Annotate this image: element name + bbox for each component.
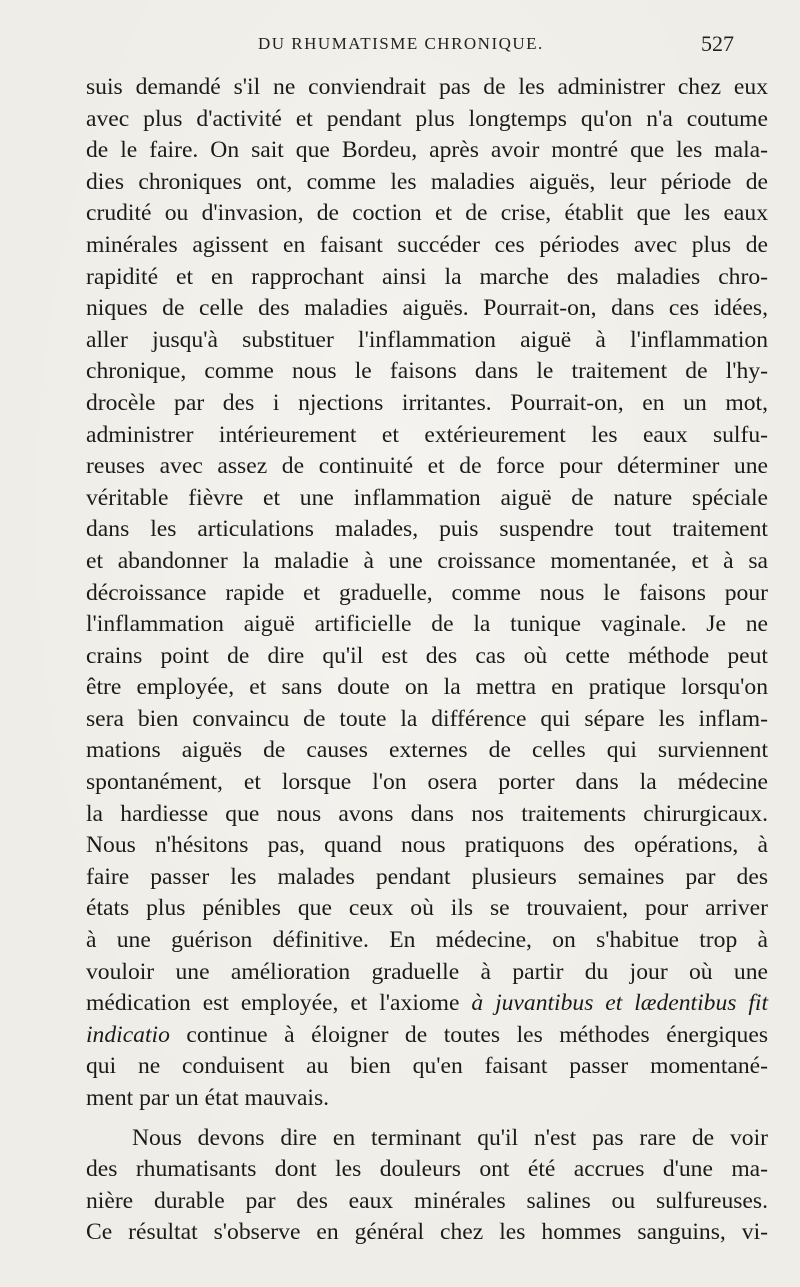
text-line: reuses avec assez de continuité et de force pour déterminer une: [86, 453, 768, 480]
text-line: vouloir une amélioration graduelle à partir du jour où une: [86, 958, 768, 985]
text-line: et abandonner la maladie à une croissance momentanée, et à sa: [86, 547, 768, 574]
text-line: minérales agissent en faisant succéder ces périodes avec plus de: [86, 231, 768, 258]
text-line: administrer intérieurement et extérieurement les eaux sulfu-: [86, 421, 768, 448]
paragraph-start-line: Nous devons dire en terminant qu'il n'est pas rare de voir: [132, 1124, 768, 1151]
paragraph-end-line: ment par un état mauvais.: [86, 1085, 330, 1111]
text-line: crains point de dire qu'il est des cas où cette méthode peut: [86, 642, 768, 669]
text-line: rapidité et en rapprochant ainsi la marche des maladies chro-: [86, 263, 768, 290]
text-line: avec plus d'activité et pendant plus longtemps qu'on n'a coutume: [86, 105, 768, 132]
text-line: drocèle par des i njections irritantes. Pourrait-on, en un mot,: [86, 389, 768, 416]
text-line: véritable fièvre et une inflammation aiguë de nature spéciale: [86, 484, 768, 511]
text-line: chronique, comme nous le faisons dans le traitement de l'hy-: [86, 358, 768, 385]
text-line: à une guérison définitive. En médecine, on s'habitue trop à: [86, 927, 768, 954]
text-line: spontanément, et lorsque l'on osera porter dans la médecine: [86, 769, 768, 796]
text-line: l'inflammation aiguë artificielle de la tunique vaginale. Je ne: [86, 611, 768, 638]
text-line: [86, 1020, 768, 1052]
text-fragment: continue à éloigner de toutes les méthodes énergiques: [169, 1021, 768, 1048]
latin-phrase: indicatio: [86, 1021, 170, 1048]
latin-phrase: à juvantibus et lædentibus fit: [471, 990, 768, 1017]
text-line: qui ne conduisent au bien qu'en faisant passer momentané-: [86, 1053, 768, 1080]
text-line: Nous n'hésitons pas, quand nous pratiquons des opérations, à: [86, 832, 768, 859]
page-number: 527: [701, 31, 734, 56]
text-line: dies chroniques ont, comme les maladies aiguës, leur période de: [86, 168, 768, 195]
text-line: nière durable par des eaux minérales salines ou sulfureuses.: [86, 1187, 768, 1214]
text-line: décroissance rapide et graduelle, comme nous le faisons pour: [86, 579, 768, 606]
body-text: [86, 72, 768, 1249]
text-line: faire passer les malades pendant plusieurs semaines par des: [86, 863, 768, 890]
text-line: aller jusqu'à substituer l'inflammation aiguë à l'inflammation: [86, 326, 768, 353]
text-line: [86, 988, 768, 1020]
text-line: de le faire. On sait que Bordeu, après avoir montré que les mala-: [86, 137, 768, 164]
text-line: être employée, et sans doute on la mettra en pratique lorsqu'on: [86, 674, 768, 701]
running-head: DU RHUMATISME CHRONIQUE.: [258, 34, 544, 53]
text-line: niques de celle des maladies aiguës. Pourrait-on, dans ces idées,: [86, 295, 768, 322]
text-line: crudité ou d'invasion, de coction et de crise, établit que les eaux: [86, 200, 768, 227]
text-fragment: médication est employée, et l'axiome: [86, 990, 472, 1017]
text-line: des rhumatisants dont les douleurs ont été accrues d'une ma-: [86, 1156, 768, 1183]
text-line: mations aiguës de causes externes de celles qui surviennent: [86, 737, 768, 764]
text-line: la hardiesse que nous avons dans nos traitements chirurgicaux.: [86, 800, 768, 827]
text-line: suis demandé s'il ne conviendrait pas de les administrer chez eux: [86, 74, 768, 100]
text-line: sera bien convaincu de toute la différence qui sépare les inflam-: [86, 705, 768, 732]
text-line: dans les articulations malades, puis suspendre tout traitement: [86, 516, 768, 543]
text-line: états plus pénibles que ceux où ils se trouvaient, pour arriver: [86, 895, 768, 922]
text-line: Ce résultat s'observe en général chez les hommes sanguins, vi-: [86, 1219, 768, 1246]
